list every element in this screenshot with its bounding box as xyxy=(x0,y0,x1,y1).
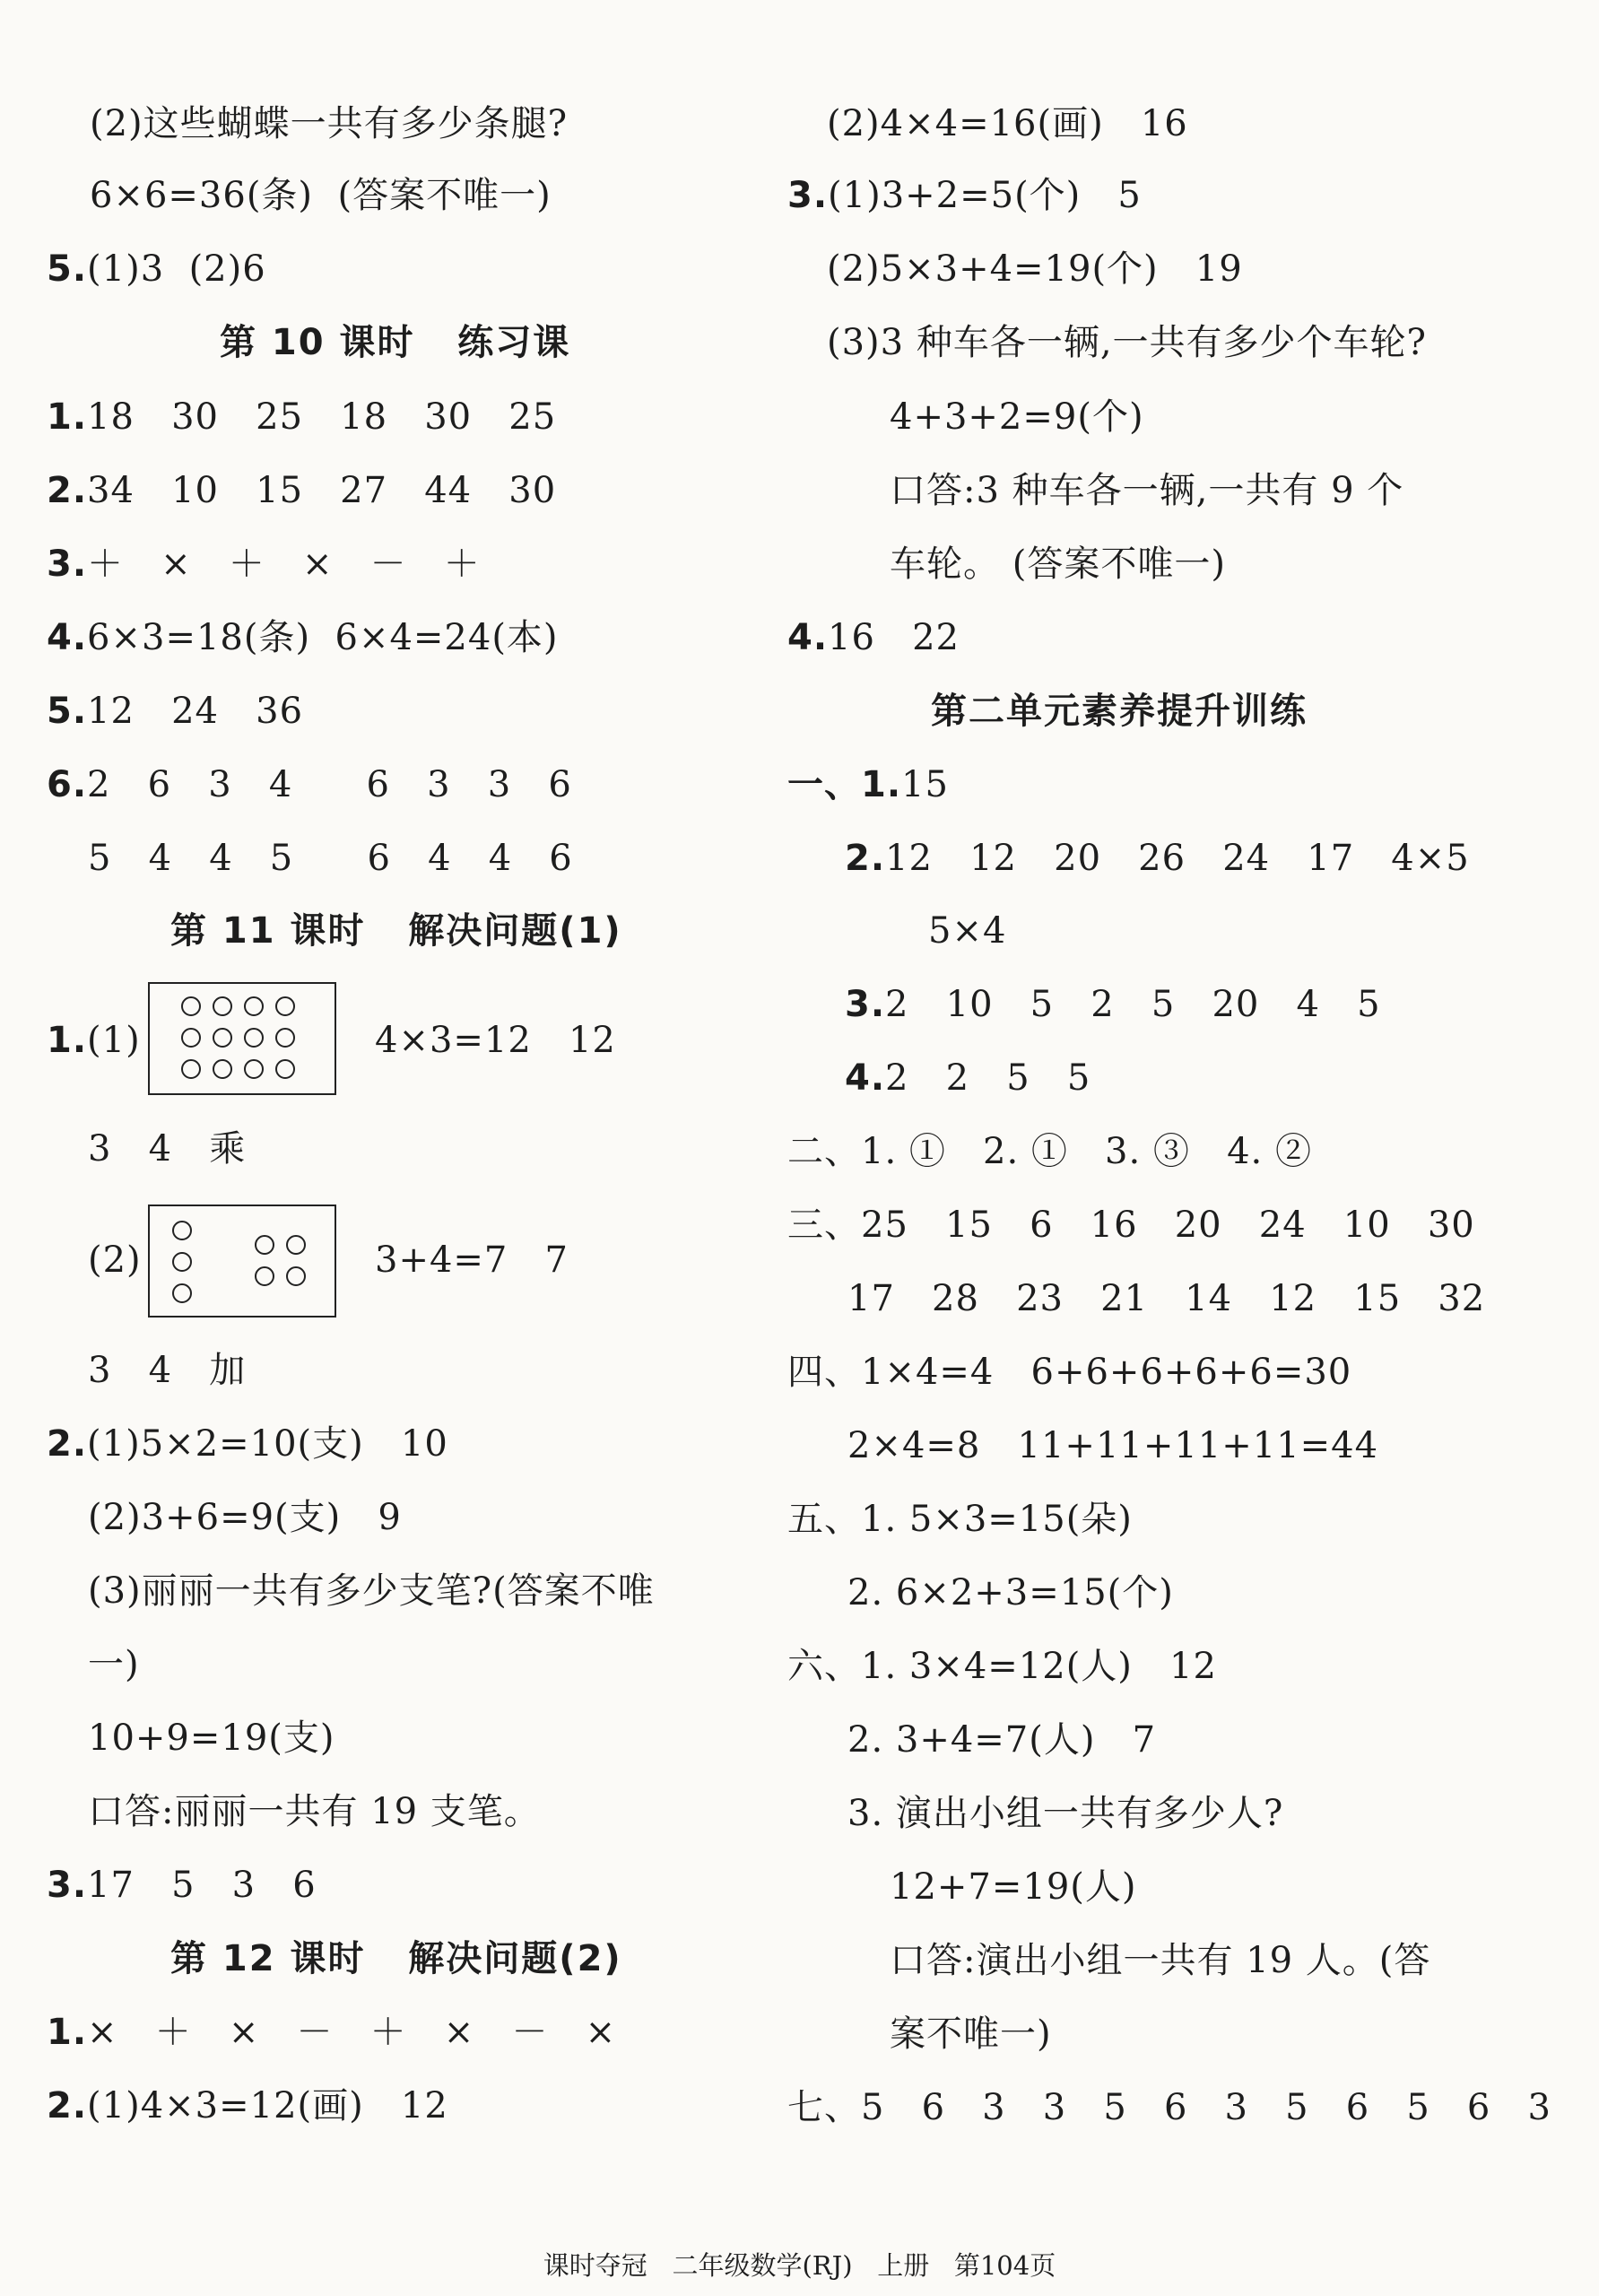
answer-line xyxy=(47,542,481,587)
section-heading: 第 10 课时 练习课 xyxy=(220,322,571,363)
circle xyxy=(244,1059,264,1079)
answer-text: (1)4×3=12(画) 12 xyxy=(87,2085,448,2126)
answer-line xyxy=(47,2083,448,2128)
answer-line xyxy=(845,1056,1091,1100)
question-number: 1. xyxy=(47,396,88,438)
answer-line: (2)5×3+4=19(个) 19 xyxy=(827,248,1243,290)
answer-line: (2) xyxy=(88,1239,142,1281)
answer-text: 34 10 15 27 44 30 xyxy=(87,470,557,511)
answer-line: 3 4 加 xyxy=(88,1350,247,1391)
answer-text: 2 10 5 2 5 20 4 5 xyxy=(885,984,1381,1025)
circle xyxy=(244,1028,264,1048)
answer-line: 五、1. 5×3=15(朵) xyxy=(787,1499,1133,1540)
circle xyxy=(213,996,232,1016)
answer-line: 2×4=8 11+11+11+11=44 xyxy=(847,1425,1379,1466)
answer-line: 2. 3+4=7(人) 7 xyxy=(847,1719,1157,1761)
answer-line: 3+4=7 7 xyxy=(375,1239,569,1281)
answer-line xyxy=(47,395,556,439)
answer-line: 3 4 乘 xyxy=(88,1128,247,1170)
circle xyxy=(181,996,201,1016)
answer-text: 16 22 xyxy=(828,617,960,658)
answer-line: 三、25 15 6 16 20 24 10 30 xyxy=(787,1205,1475,1246)
section-heading: 第 12 课时 解决问题(2) xyxy=(170,1938,622,1979)
question-number: 3. xyxy=(47,544,88,585)
question-number: 6. xyxy=(47,764,88,805)
answer-line xyxy=(787,762,949,807)
circle xyxy=(181,1059,201,1079)
question-number: 4. xyxy=(845,1057,886,1099)
answer-text: (1) xyxy=(87,1020,141,1061)
answer-line: 5 4 4 5 6 4 4 6 xyxy=(88,838,573,879)
question-number: 5. xyxy=(47,248,88,290)
answer-line xyxy=(47,762,572,807)
answer-line: 3. 演出小组一共有多少人? xyxy=(847,1793,1284,1834)
question-number: 3. xyxy=(47,1865,88,1906)
answer-line: 4+3+2=9(个) xyxy=(890,396,1144,438)
answer-text: (1)3 (2)6 xyxy=(87,248,266,290)
section-heading: 第二单元素养提升训练 xyxy=(931,691,1308,732)
answer-line xyxy=(47,615,559,660)
question-number: 2. xyxy=(47,1423,88,1465)
answer-line: 12+7=19(人) xyxy=(890,1866,1137,1908)
question-number: 3. xyxy=(787,175,829,216)
circle-array-box xyxy=(148,982,336,1095)
answer-text: 17 5 3 6 xyxy=(87,1865,317,1906)
circle-groups-box xyxy=(148,1205,336,1318)
circle xyxy=(286,1266,306,1286)
answer-line: 口答:3 种车各一辆,一共有 9 个 xyxy=(890,470,1404,511)
answer-line: 二、1. ① 2. ① 3. ③ 4. ② xyxy=(787,1131,1312,1172)
circle xyxy=(244,996,264,1016)
circle xyxy=(172,1252,192,1272)
answer-line xyxy=(47,1863,317,1908)
question-number: 2. xyxy=(47,2085,88,2126)
answer-text: 2 6 3 4 6 3 3 6 xyxy=(87,764,572,805)
circle xyxy=(286,1235,306,1255)
answer-line: 四、1×4=4 6+6+6+6+6=30 xyxy=(787,1352,1352,1393)
answer-line xyxy=(845,836,1470,881)
answer-line xyxy=(47,689,303,734)
answer-line: 七、5 6 3 3 5 6 3 5 6 5 6 3 xyxy=(787,2087,1551,2128)
answer-line: 6×6=36(条) (答案不唯一) xyxy=(90,175,552,216)
answer-line: (2)这些蝴蝶一共有多少条腿? xyxy=(90,103,569,144)
answer-text: 2 2 5 5 xyxy=(885,1057,1091,1099)
circle xyxy=(213,1028,232,1048)
circle xyxy=(275,1059,295,1079)
answer-line xyxy=(787,615,960,660)
answer-text: 15 xyxy=(901,764,949,805)
answer-line xyxy=(787,173,1142,218)
circle xyxy=(213,1059,232,1079)
answer-text: (1)3+2=5(个) 5 xyxy=(828,175,1142,216)
section-heading: 第 11 课时 解决问题(1) xyxy=(170,910,622,952)
question-number: 一、1. xyxy=(787,764,902,805)
circle xyxy=(255,1235,274,1255)
question-number: 2. xyxy=(845,838,886,879)
circle xyxy=(181,1028,201,1048)
answer-line: 一) xyxy=(88,1644,140,1685)
answer-line: 4×3=12 12 xyxy=(375,1020,616,1061)
answer-line: (3)3 种车各一辆,一共有多少个车轮? xyxy=(827,322,1427,363)
answer-line: 10+9=19(支) xyxy=(88,1718,335,1759)
answer-line xyxy=(47,1422,448,1466)
answer-line: (2)3+6=9(支) 9 xyxy=(88,1497,402,1538)
answer-text: ＋ × ＋ × － ＋ xyxy=(87,544,481,585)
answer-line: 17 28 23 21 14 12 15 32 xyxy=(847,1278,1486,1319)
answer-line: 车轮。 (答案不唯一) xyxy=(890,544,1226,585)
answer-line: 2. 6×2+3=15(个) xyxy=(847,1572,1174,1613)
circle xyxy=(275,996,295,1016)
answer-line: 5×4 xyxy=(928,910,1007,952)
answer-line: 口答:丽丽一共有 19 支笔。 xyxy=(88,1791,541,1832)
answer-line xyxy=(47,247,266,291)
answer-text: 12 24 36 xyxy=(87,691,304,732)
question-number: 5. xyxy=(47,691,88,732)
question-number: 2. xyxy=(47,470,88,511)
question-number: 1. xyxy=(47,1020,88,1061)
circle xyxy=(172,1283,192,1303)
circle xyxy=(172,1221,192,1240)
answer-line xyxy=(47,468,556,513)
answer-line xyxy=(47,2010,616,2055)
question-number: 4. xyxy=(47,617,88,658)
question-number: 4. xyxy=(787,617,829,658)
answer-text: 6×3=18(条) 6×4=24(本) xyxy=(87,617,559,658)
circle xyxy=(255,1266,274,1286)
answer-text: 12 12 20 26 24 17 4×5 xyxy=(885,838,1470,879)
answer-line: 案不唯一) xyxy=(890,2013,1052,2055)
answer-line xyxy=(845,982,1381,1027)
answer-line: (3)丽丽一共有多少支笔?(答案不唯 xyxy=(88,1570,655,1612)
circle xyxy=(275,1028,295,1048)
page-footer: 课时夺冠 二年级数学(RJ) 上册 第104页 xyxy=(543,2250,1056,2281)
answer-line xyxy=(47,1018,141,1063)
answer-line: (2)4×4=16(画) 16 xyxy=(827,103,1188,144)
answer-text: 18 30 25 18 30 25 xyxy=(87,396,557,438)
answer-text: × ＋ × － ＋ × － × xyxy=(87,2012,617,2053)
answer-line: 口答:演出小组一共有 19 人。(答 xyxy=(890,1940,1431,1981)
question-number: 1. xyxy=(47,2012,88,2053)
answer-line: 六、1. 3×4=12(人) 12 xyxy=(787,1646,1217,1687)
answer-text: (1)5×2=10(支) 10 xyxy=(87,1423,448,1465)
question-number: 3. xyxy=(845,984,886,1025)
